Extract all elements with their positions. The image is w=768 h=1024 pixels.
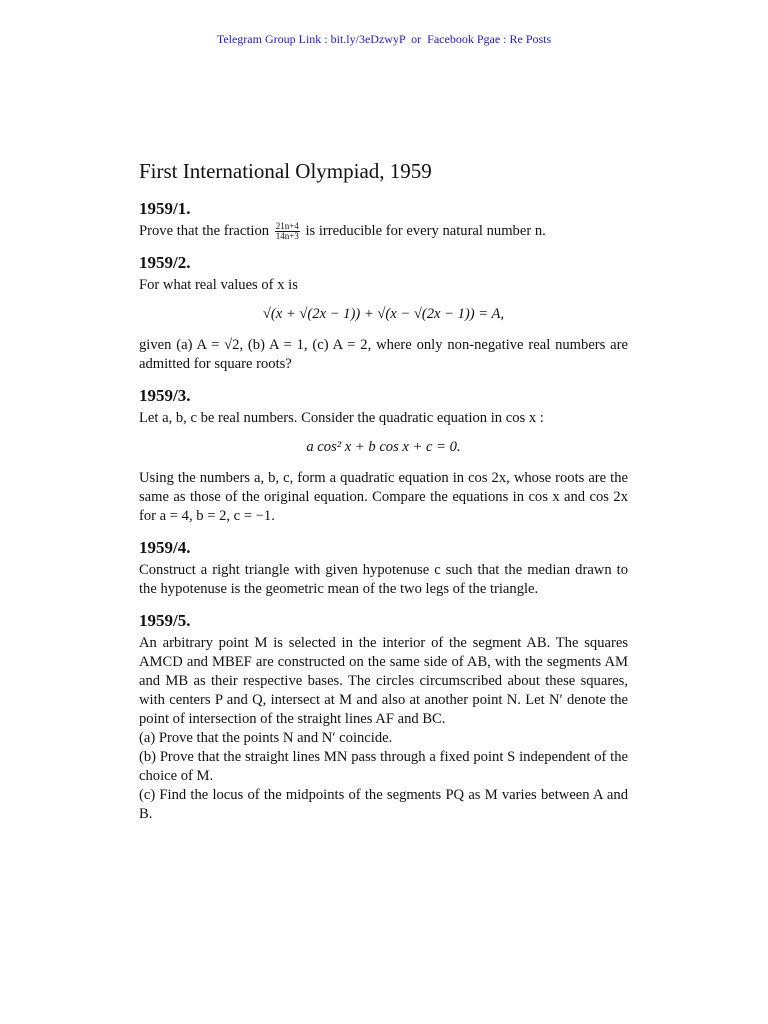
problem-text: given (a) A = √2, (b) A = 1, (c) A = 2, where only non-negative real numbers are admitted for square roots? <box>139 337 628 373</box>
problem-text <box>139 222 628 241</box>
problem-heading: 1959/4. <box>139 538 191 558</box>
document-body <box>139 158 628 835</box>
display-equation: a cos² x + b cos x + c = 0. <box>306 439 461 456</box>
problem-intro: Let a, b, c be real numbers. Consider the quadratic equation in cos x : <box>139 410 544 427</box>
facebook-link[interactable]: Facebook Pgae : Re Posts <box>427 32 552 46</box>
page-header <box>0 32 768 47</box>
problem-part-b: (b) Prove that the straight lines MN pass through a fixed point S independent of the choice of M. <box>139 749 628 785</box>
problem-1 <box>139 198 628 241</box>
problem-intro: For what real values of x is <box>139 277 298 294</box>
problem-text-post: is irreducible for every natural number n. <box>305 223 546 239</box>
problem-text-pre: Prove that the fraction <box>139 223 270 239</box>
header-separator: or <box>411 32 422 46</box>
problem-5 <box>139 610 628 824</box>
problem-part-a: (a) Prove that the points N and N′ coincide. <box>139 730 393 747</box>
problem-part-c: (c) Find the locus of the midpoints of the segments PQ as M varies between A and B. <box>139 787 628 823</box>
telegram-link[interactable]: Telegram Group Link : bit.ly/3eDzwyP <box>216 32 406 46</box>
problem-heading: 1959/1. <box>139 199 191 218</box>
problem-text: An arbitrary point M is selected in the interior of the segment AB. The squares AMCD and MBEF are constructed on the same side of AB, with the segments AM and MB as their respective bases. The circles circumscribed about these squares, with centers P and Q, intersect at M and also at another point N. Let N′ denote the point of intersection of the straight lines AF and BC. <box>139 635 628 728</box>
problem-text: Construct a right triangle with given hypotenuse c such that the median drawn to the hypotenuse is the geometric mean of the two legs of the triangle. <box>139 562 628 598</box>
problem-heading: 1959/2. <box>139 253 191 273</box>
document-title: First International Olympiad, 1959 <box>139 159 432 183</box>
fraction-numerator: 21n+4 <box>275 221 299 232</box>
problem-3 <box>139 385 628 526</box>
problem-4 <box>139 537 628 599</box>
problem-text: Using the numbers a, b, c, form a quadratic equation in cos 2x, whose roots are the same as those of the original equation. Compare the equations in cos x and cos 2x for a = 4, b = 2, c = −1. <box>139 470 628 525</box>
problem-heading: 1959/3. <box>139 386 191 406</box>
fraction-denominator: 14n+3 <box>275 231 299 242</box>
fraction <box>275 222 300 241</box>
problem-2 <box>139 252 628 374</box>
problem-heading: 1959/5. <box>139 611 191 631</box>
display-equation: √(x + √(2x − 1)) + √(x − √(2x − 1)) = A, <box>262 306 505 323</box>
